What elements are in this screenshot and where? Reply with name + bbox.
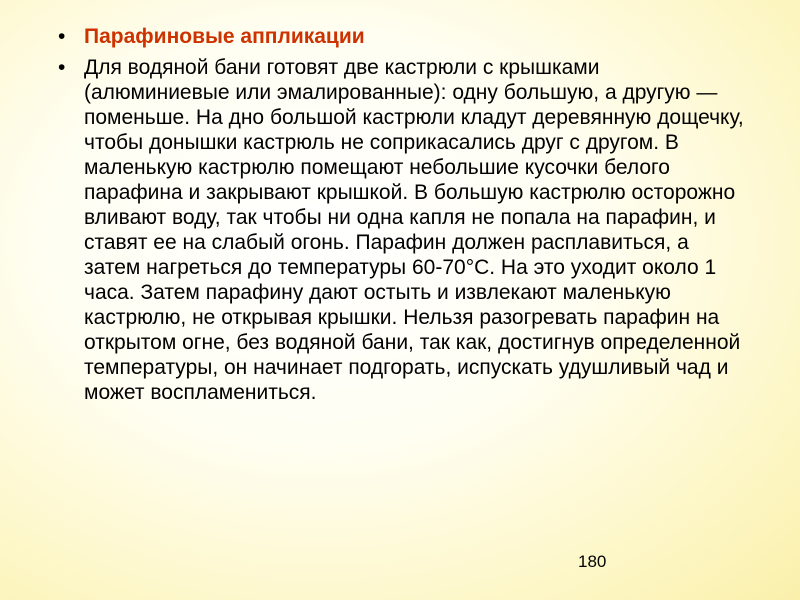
bullet-icon: • [58, 25, 66, 48]
slide-body-text: Для водяной бани готовят две кастрюли с крышками (алюминиевые или эмалированные): одну большую, а другую — поменьше. На дно большой кастрюли кладут деревянную дощечку, чтобы донышки кастрюль не соприкасались друг с другом. В маленькую кастрюлю помещают небольшие кусочки белого парафина и закрывают крышкой. В большую кастрюлю осторожно вливают воду, так чтобы ни одна капля не попала на парафин, и ставят ее на слабый огонь. Парафин должен расплавиться, а затем нагреться до температуры 60-70°С. На это уходит около 1 часа. Затем парафину дают остыть и извлекают маленькую кастрюлю, не открывая крышки. Нельзя разогревать парафин на открытом огне, без водяной бани, так как, достигнув определенной температуры, он начинает подгорать, испускать удушливый чад и может воспламениться. [84, 56, 744, 404]
page-number: 180 [578, 552, 607, 571]
bullet-item-body [58, 55, 758, 405]
slide-heading: Парафиновые аппликации [84, 25, 365, 48]
slide-content [58, 24, 758, 405]
bullet-icon: • [58, 56, 66, 79]
bullet-item-heading [58, 24, 758, 49]
